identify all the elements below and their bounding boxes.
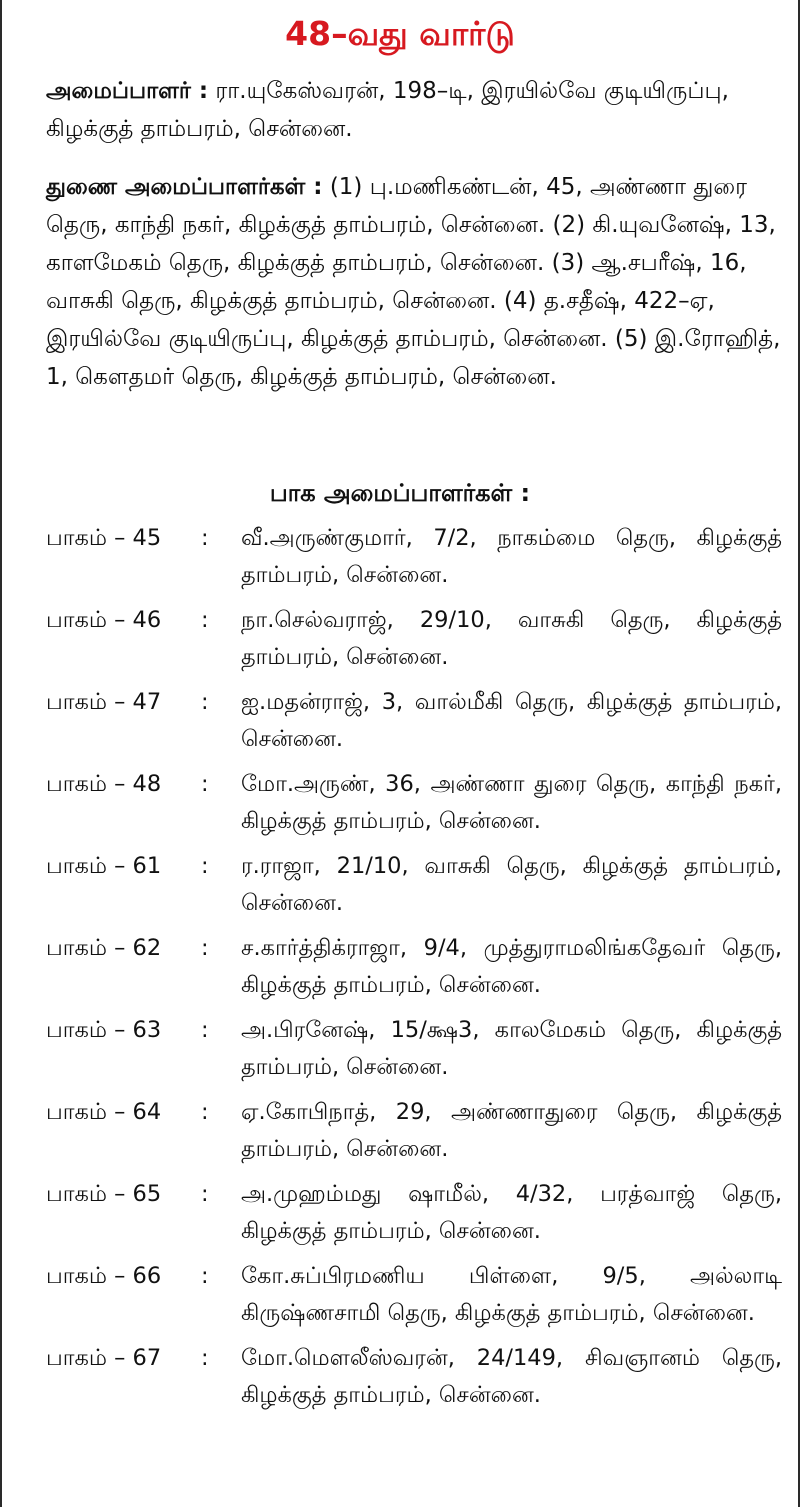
deputy-organizers-label: துணை அமைப்பாளர்கள் : (46, 174, 323, 200)
separator-colon: : (201, 607, 209, 633)
part-number: பாகம் – 64 (46, 1099, 162, 1125)
organizer-address: நா.செல்வராஜ், 29/10, வாசுகி தெரு, கிழக்குத் தாம்பரம், சென்னை. (241, 607, 782, 670)
part-number: பாகம் – 63 (46, 1017, 162, 1043)
organizer-paragraph (46, 72, 782, 148)
separator-colon: : (201, 1263, 209, 1289)
part-number: பாகம் – 62 (46, 935, 162, 961)
list-item (46, 1094, 782, 1168)
list-item (46, 684, 782, 758)
list-item (46, 520, 782, 594)
deputy-organizers-paragraph (46, 168, 782, 396)
list-item (46, 848, 782, 922)
ward-title: 48–வது வார்டு (285, 14, 515, 53)
organizer-address: ச.கார்த்திக்ராஜா, 9/4, முத்துராமலிங்கதேவர் தெரு, கிழக்குத் தாம்பரம், சென்னை. (241, 935, 782, 998)
organizer-address: அ.முஹம்மது ஷாமீல், 4/32, பரத்வாஜ் தெரு, கிழக்குத் தாம்பரம், சென்னை. (241, 1181, 782, 1244)
list-item (46, 1012, 782, 1086)
part-number: பாகம் – 45 (46, 525, 162, 551)
list-item (46, 1340, 782, 1414)
part-number: பாகம் – 48 (46, 771, 162, 797)
separator-colon: : (201, 689, 209, 715)
separator-colon: : (201, 935, 209, 961)
deputy-organizers-text: (1) பு.மணிகண்டன், 45, அண்ணா துரை தெரு, காந்தி நகர், கிழக்குத் தாம்பரம், சென்னை. (2) கி.யுவனேஷ், 13, காளமேகம் தெரு, கிழக்குத் தாம்பரம், சென்னை. (3) ஆ.சபரீஷ், 16, வாசுகி தெரு, கிழக்குத் தாம்பரம், சென்னை. (4) த.சதீஷ், 422–ஏ, இரயில்வே குடியிருப்பு, கிழக்குத் தாம்பரம், சென்னை. (5) இ.ரோஹித், 1, கௌதமர் தெரு, கிழக்குத் தாம்பரம், சென்னை. (46, 174, 781, 390)
separator-colon: : (201, 1181, 209, 1207)
separator-colon: : (201, 853, 209, 879)
separator-colon: : (201, 525, 209, 551)
organizer-address: மோ.அருண், 36, அண்ணா துரை தெரு, காந்தி நகர், கிழக்குத் தாம்பரம், சென்னை. (241, 771, 782, 834)
list-item (46, 1258, 782, 1332)
part-organizers-title: பாக அமைப்பாளர்கள் : (269, 479, 531, 507)
list-item (46, 766, 782, 840)
organizer-address: மோ.மௌலீஸ்வரன், 24/149, சிவஞானம் தெரு, கிழக்குத் தாம்பரம், சென்னை. (241, 1345, 782, 1408)
separator-colon: : (201, 1345, 209, 1371)
part-number: பாகம் – 46 (46, 607, 162, 633)
clipped-previous-section (0, 0, 800, 6)
organizer-address: அ.பிரனேஷ், 15/க்ஷ3, காலமேகம் தெரு, கிழக்குத் தாம்பரம், சென்னை. (241, 1017, 782, 1080)
separator-colon: : (201, 1099, 209, 1125)
separator-colon: : (201, 771, 209, 797)
part-number: பாகம் – 61 (46, 853, 162, 879)
list-item (46, 930, 782, 1004)
organizer-address: கோ.சுப்பிரமணிய பிள்ளை, 9/5, அல்லாடி கிருஷ்ணசாமி தெரு, கிழக்குத் தாம்பரம், சென்னை. (241, 1263, 782, 1326)
organizer-address: வீ.அருண்குமார், 7/2, நாகம்மை தெரு, கிழக்குத் தாம்பரம், சென்னை. (241, 525, 782, 588)
organizer-address: ஐ.மதன்ராஜ், 3, வால்மீகி தெரு, கிழக்குத் தாம்பரம், சென்னை. (241, 689, 782, 752)
part-number: பாகம் – 65 (46, 1181, 162, 1207)
part-number: பாகம் – 47 (46, 689, 162, 715)
part-organizer-list (46, 520, 782, 1422)
separator-colon: : (201, 1017, 209, 1043)
part-number: பாகம் – 66 (46, 1263, 162, 1289)
list-item (46, 1176, 782, 1250)
organizer-address: ஏ.கோபிநாத், 29, அண்ணாதுரை தெரு, கிழக்குத் தாம்பரம், சென்னை. (241, 1099, 782, 1162)
organizer-label: அமைப்பாளர் : (46, 78, 209, 104)
organizer-address: ர.ராஜா, 21/10, வாசுகி தெரு, கிழக்குத் தாம்பரம், சென்னை. (241, 853, 782, 916)
part-number: பாகம் – 67 (46, 1345, 162, 1371)
list-item (46, 602, 782, 676)
organizer-text: ரா.யுகேஸ்வரன், 198–டி, இரயில்வே குடியிருப்பு, கிழக்குத் தாம்பரம், சென்னை. (46, 78, 729, 142)
